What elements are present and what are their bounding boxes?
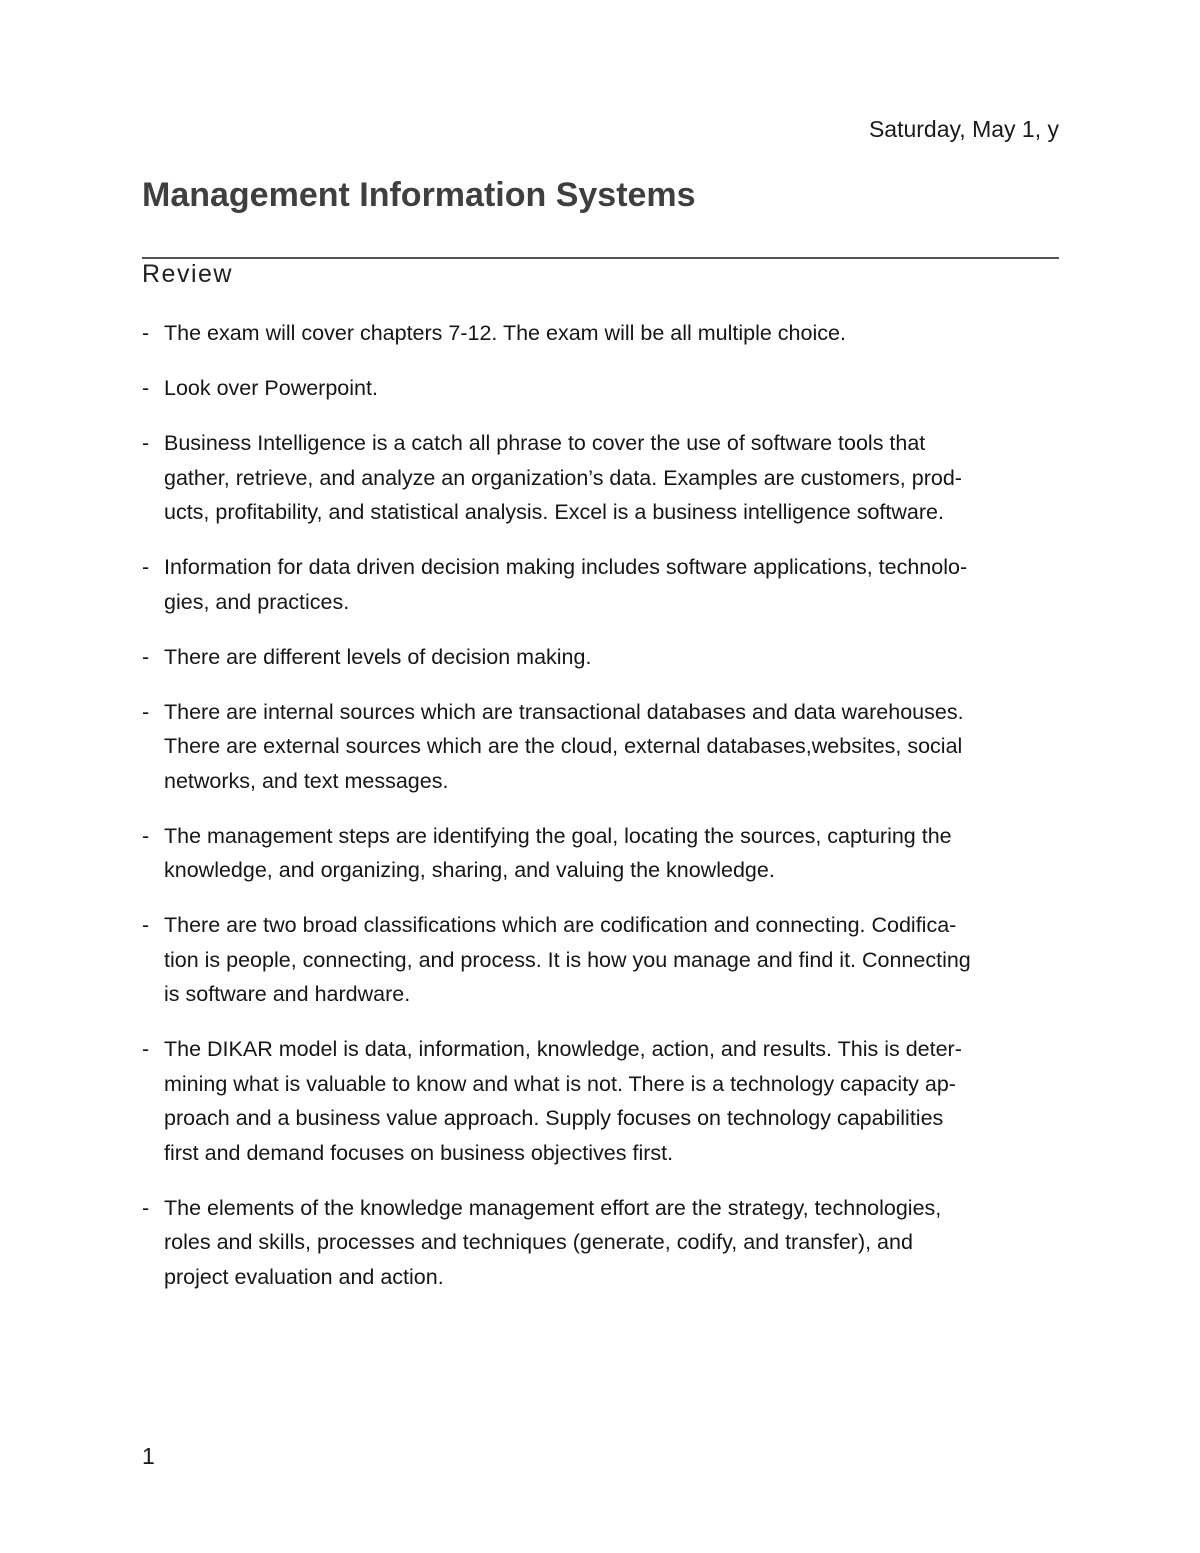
bullet-dash: - <box>142 1195 150 1220</box>
bullet-line: The exam will cover chapters 7-12. The exam will be all multiple choice. <box>164 321 846 345</box>
section-heading-review: Review <box>142 260 233 288</box>
list-item <box>142 1191 1059 1295</box>
bullet-dash: - <box>142 823 150 848</box>
bullet-dash: - <box>142 644 150 669</box>
bullet-line: knowledge, and organizing, sharing, and valuing the knowledge. <box>164 858 775 882</box>
list-item <box>142 550 1059 619</box>
bullet-line: gies, and practices. <box>164 589 350 614</box>
bullet-dash: - <box>142 321 150 345</box>
document-date: Saturday, May 1, y <box>868 116 1059 142</box>
document-title: Management Information Systems <box>142 176 696 214</box>
bullet-line: Business Intelligence is a catch all phrase to cover the use of software tools that <box>164 431 926 455</box>
bullet-dash: - <box>142 376 150 400</box>
list-item <box>142 640 1059 675</box>
bullet-dash: - <box>142 699 150 724</box>
bullet-line: Look over Powerpoint. <box>164 376 378 400</box>
bullet-line: tion is people, connecting, and process. It is how you manage and find it. Connecting <box>164 947 971 972</box>
bullet-line: The elements of the knowledge management effort are the strategy, technologies, <box>164 1195 942 1220</box>
bullet-line: project evaluation and action. <box>164 1264 444 1289</box>
list-item <box>142 426 1059 530</box>
bullet-line: There are different levels of decision making. <box>164 644 592 669</box>
bullet-dash: - <box>142 555 150 579</box>
bullet-line: There are internal sources which are transactional databases and data warehouses. <box>164 699 964 724</box>
bullet-line: There are two broad classifications which are codification and connecting. Codifica- <box>164 913 957 937</box>
page-number: 1 <box>142 1443 155 1469</box>
bullet-line: first and demand focuses on business objectives first. <box>164 1140 674 1165</box>
bullet-line: networks, and text messages. <box>164 768 449 793</box>
title-divider <box>142 257 1059 259</box>
bullet-dash: - <box>142 1037 150 1061</box>
list-item <box>142 1032 1059 1170</box>
bullet-line: There are external sources which are the cloud, external databases,websites, social <box>164 734 963 758</box>
bullet-line: The DIKAR model is data, information, knowledge, action, and results. This is deter- <box>164 1037 962 1061</box>
bullet-line: Information for data driven decision making includes software applications, technolo- <box>164 555 968 579</box>
bullet-line: is software and hardware. <box>164 982 411 1006</box>
list-item <box>142 371 1059 406</box>
bullet-line: roles and skills, processes and techniques (generate, codify, and transfer), and <box>164 1230 913 1254</box>
bullet-line: mining what is valuable to know and what is not. There is a technology capacity ap- <box>164 1071 956 1096</box>
bullet-line: The management steps are identifying the goal, locating the sources, capturing the <box>164 823 952 848</box>
list-item <box>142 908 1059 1012</box>
bullet-line: gather, retrieve, and analyze an organization’s data. Examples are customers, prod- <box>164 465 962 490</box>
bullet-dash: - <box>142 913 150 937</box>
bullet-dash: - <box>142 431 150 455</box>
list-item <box>142 819 1059 888</box>
list-item <box>142 695 1059 799</box>
list-item <box>142 316 1059 351</box>
bullet-line: ucts, profitability, and statistical analysis. Excel is a business intelligence software. <box>164 500 944 524</box>
bullet-line: proach and a business value approach. Supply focuses on technology capabilities <box>164 1106 944 1130</box>
review-bullet-list <box>142 316 1059 1315</box>
